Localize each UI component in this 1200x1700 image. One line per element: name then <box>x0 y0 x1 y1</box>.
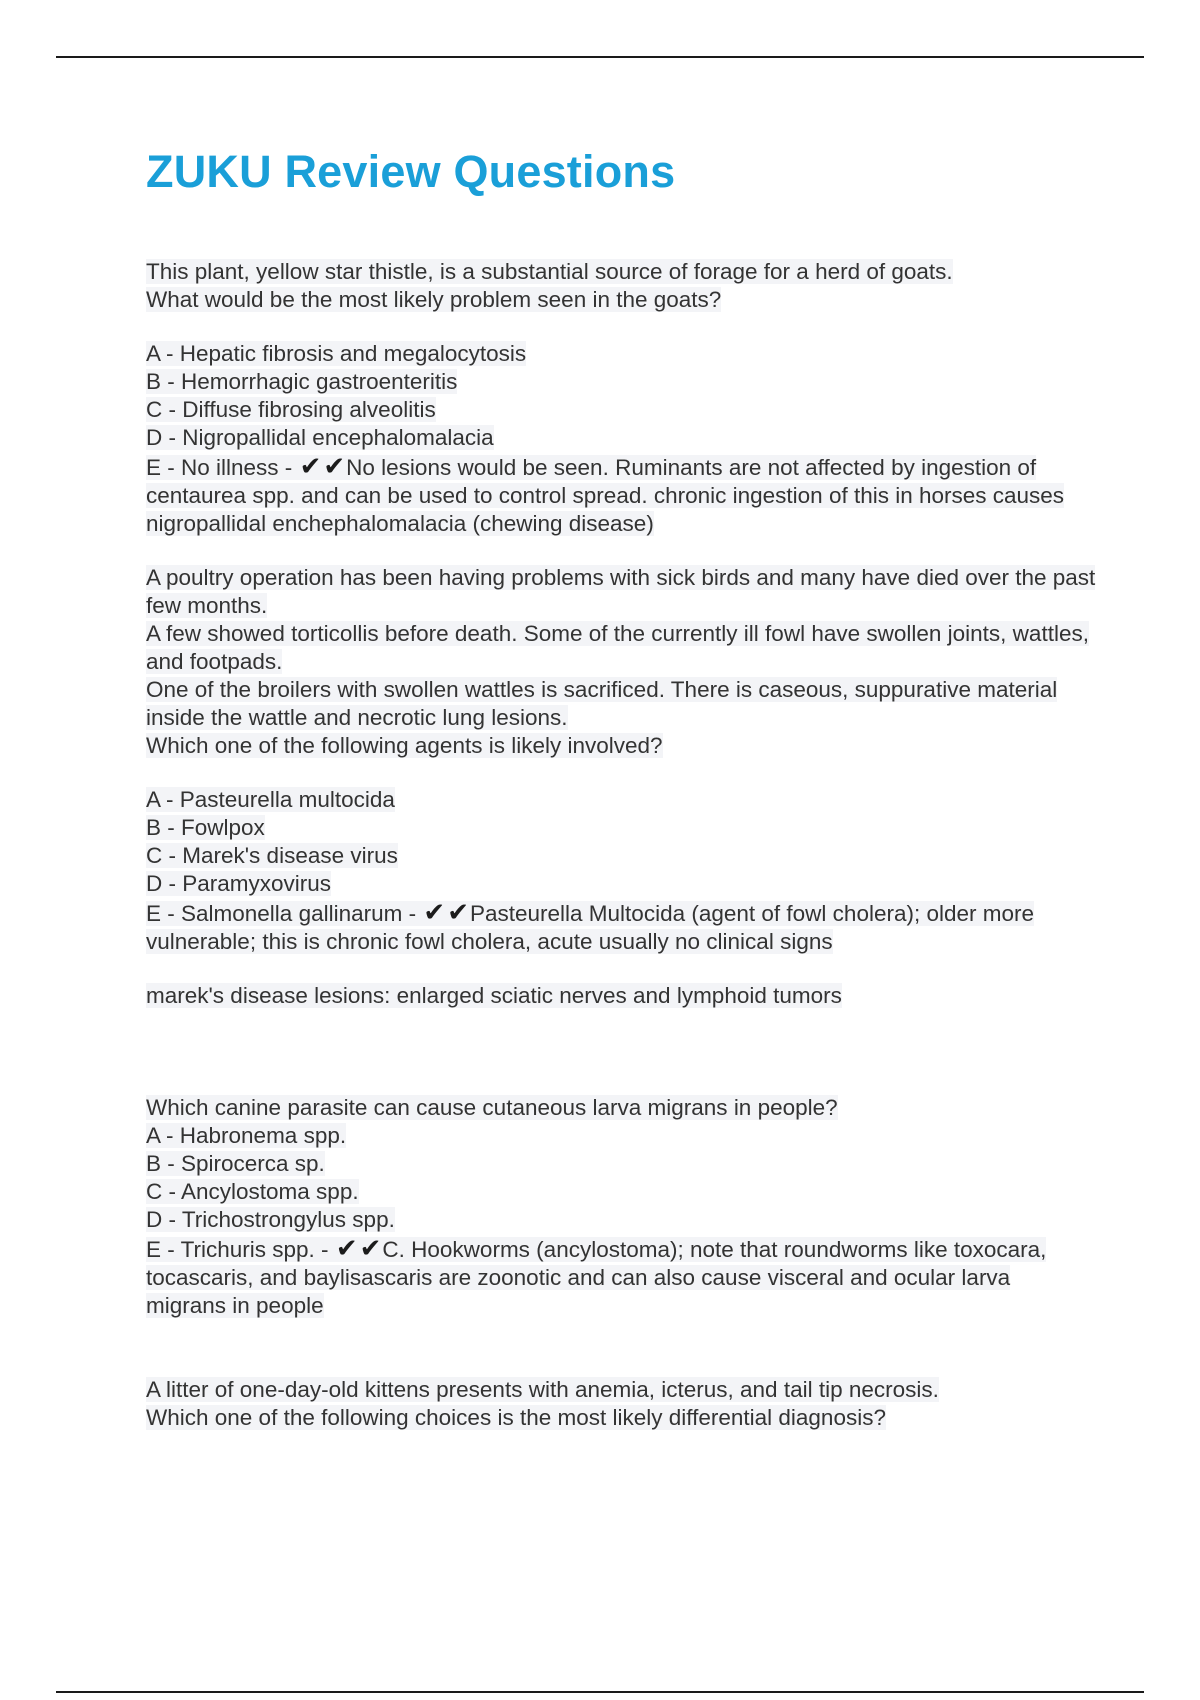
note-text: marek's disease lesions: enlarged sciatic nerves and lymphoid tumors <box>146 983 842 1008</box>
question-2 <box>146 564 1096 1010</box>
checkmark-icon: ✔ <box>359 1233 382 1263</box>
checkmark-icon: ✔ <box>299 451 322 481</box>
option-b: B - Hemorrhagic gastroenteritis <box>146 369 458 394</box>
question-stem <box>146 258 1096 314</box>
question-1 <box>146 258 1096 538</box>
stem-line: A litter of one-day-old kittens presents with anemia, icterus, and tail tip necrosis. <box>146 1377 939 1402</box>
stem-line: One of the broilers with swollen wattles is sacrificed. There is caseous, suppurative material inside the wattle and necrotic lung lesions. <box>146 677 1058 730</box>
stem-line: What would be the most likely problem seen in the goats? <box>146 287 722 312</box>
question-4 <box>146 1376 1096 1432</box>
stem-line: This plant, yellow star thistle, is a substantial source of forage for a herd of goats. <box>146 259 953 284</box>
answer-options <box>146 1122 1096 1320</box>
study-note <box>146 982 1096 1010</box>
option-d: D - Nigropallidal encephalomalacia <box>146 425 494 450</box>
checkmark-icon: ✔ <box>323 451 346 481</box>
answer-options <box>146 786 1096 956</box>
option-b: B - Spirocerca sp. <box>146 1151 325 1176</box>
page-title: ZUKU Review Questions <box>146 146 676 197</box>
answer-explanation: Pasteurella Multocida (agent of fowl cholera); older more vulnerable; this is chronic fowl cholera, acute usually no clinical signs <box>146 901 1035 954</box>
option-a: A - Hepatic fibrosis and megalocytosis <box>146 341 527 366</box>
question-stem <box>146 1376 1096 1432</box>
option-b: B - Fowlpox <box>146 815 265 840</box>
question-3 <box>146 1094 1096 1320</box>
checkmark-icon: ✔ <box>423 897 446 927</box>
option-a: A - Habronema spp. <box>146 1123 347 1148</box>
stem-line: A few showed torticollis before death. Some of the currently ill fowl have swollen joints, wattles, and footpads. <box>146 621 1089 674</box>
option-e: E - No illness - <box>146 455 293 480</box>
option-c: C - Diffuse fibrosing alveolitis <box>146 397 436 422</box>
stem-line: A poultry operation has been having problems with sick birds and many have died over the past few months. <box>146 565 1096 618</box>
option-c: C - Marek's disease virus <box>146 843 398 868</box>
question-stem <box>146 1094 1096 1122</box>
document-body <box>146 142 1096 1432</box>
top-rule <box>56 56 1144 58</box>
answer-explanation: No lesions would be seen. Ruminants are not affected by ingestion of centaurea spp. and can be used to control spread. chronic ingestion of this in horses causes nigropallidal enchephalomalacia (chewing disease) <box>146 455 1065 536</box>
stem-line: Which one of the following agents is likely involved? <box>146 733 663 758</box>
answer-explanation: C. Hookworms (ancylostoma); note that roundworms like toxocara, tocascaris, and baylisascaris are zoonotic and can also cause visceral and ocular larva migrans in people <box>146 1237 1047 1318</box>
answer-options <box>146 340 1096 538</box>
option-d: D - Paramyxovirus <box>146 871 332 896</box>
stem-line: Which one of the following choices is the most likely differential diagnosis? <box>146 1405 886 1430</box>
option-a: A - Pasteurella multocida <box>146 787 395 812</box>
bottom-rule <box>56 1691 1144 1693</box>
checkmark-icon: ✔ <box>447 897 469 927</box>
checkmark-icon: ✔ <box>335 1233 358 1263</box>
question-stem <box>146 564 1096 760</box>
stem-line: Which canine parasite can cause cutaneous larva migrans in people? <box>146 1095 838 1120</box>
option-c: C - Ancylostoma spp. <box>146 1179 359 1204</box>
option-e: E - Salmonella gallinarum - <box>146 901 417 926</box>
option-d: D - Trichostrongylus spp. <box>146 1207 395 1232</box>
option-e: E - Trichuris spp. - <box>146 1237 329 1262</box>
